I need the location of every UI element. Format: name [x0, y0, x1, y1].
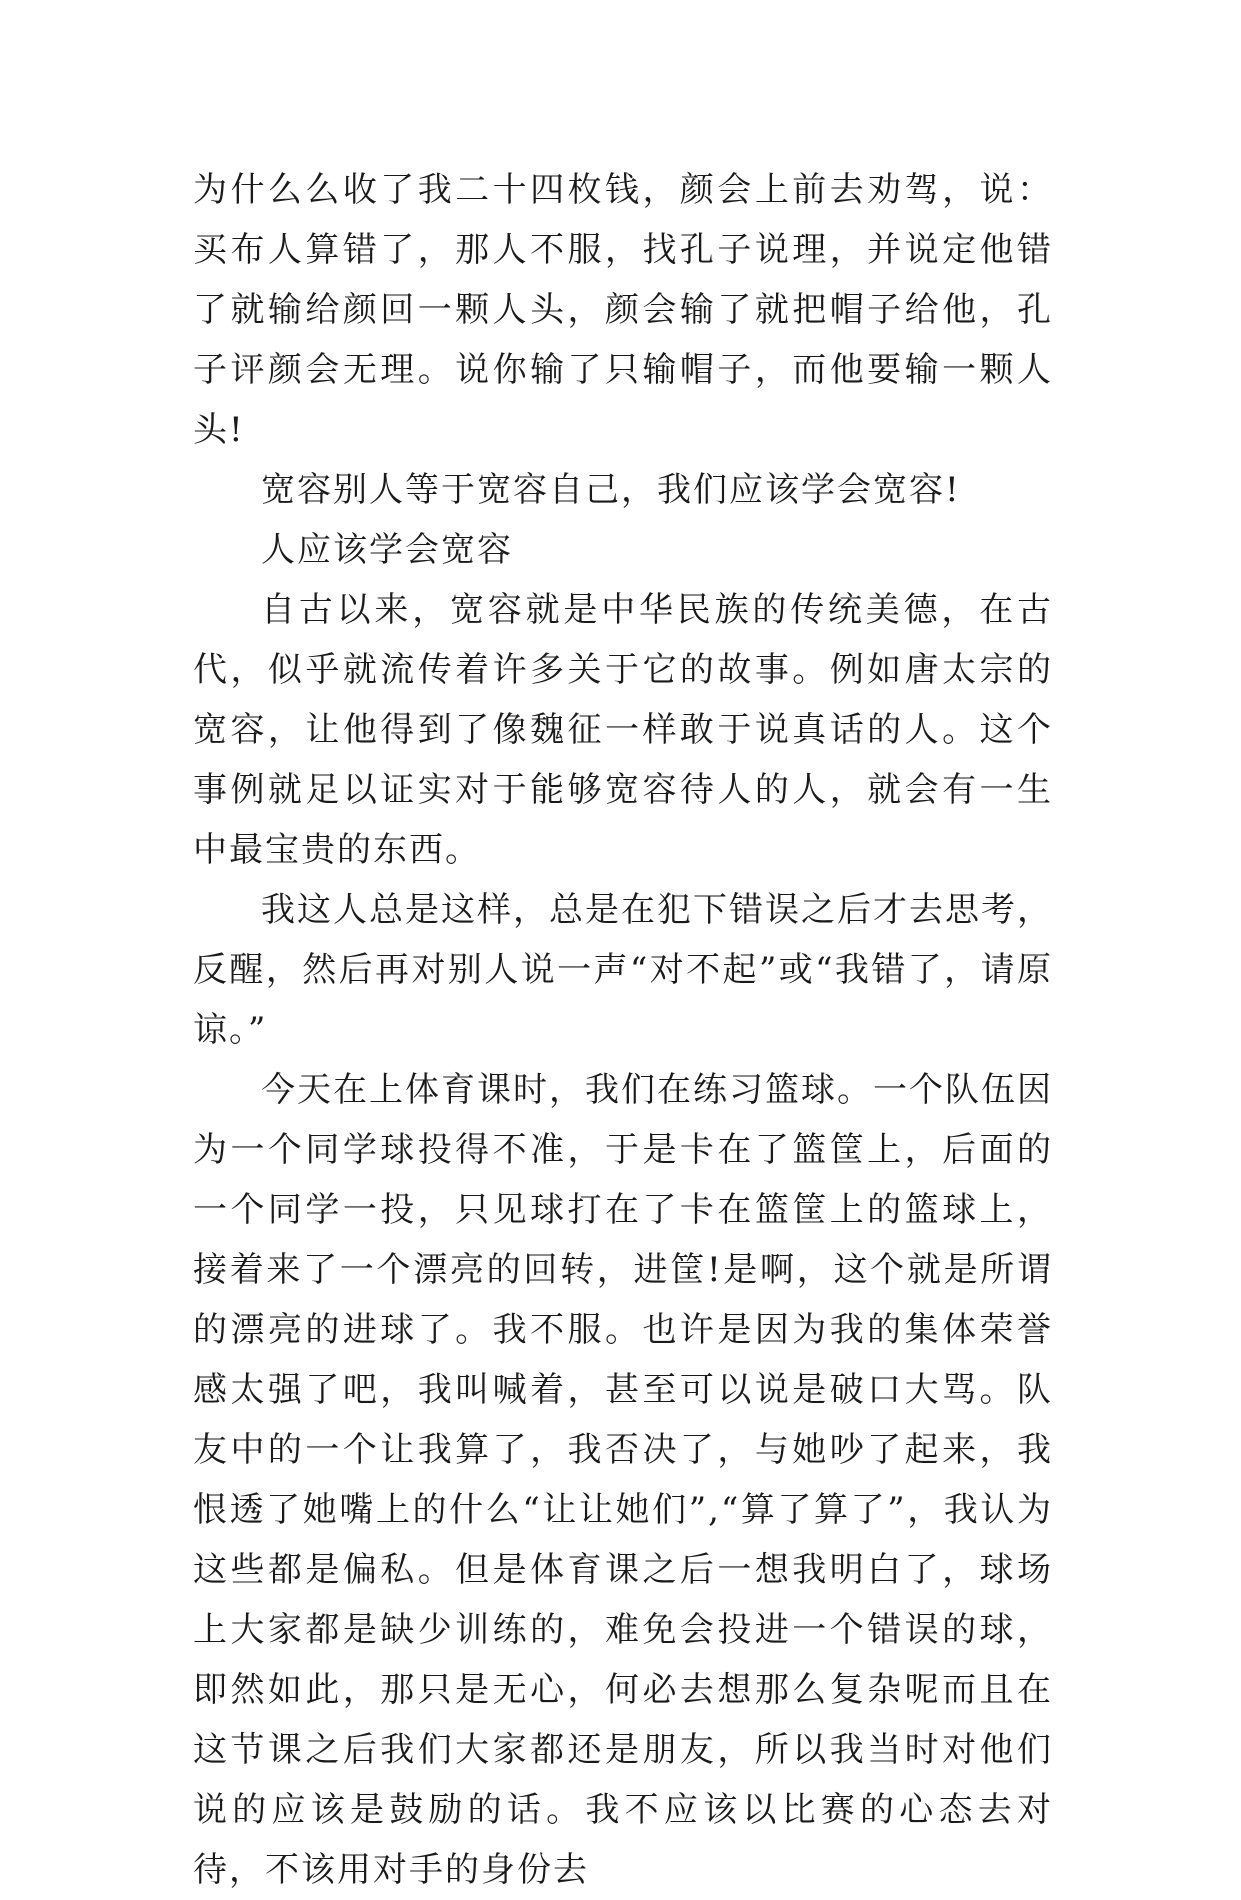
paragraph-4: 自古以来，宽容就是中华民族的传统美德，在古代，似乎就流传着许多关于它的故事。例如唐太宗的宽容，让他得到了像魏征一样敢于说真话的人。这个事例就足以证实对于能够宽容待人的人，就会有一生中最宝贵的东西。: [193, 590, 1053, 870]
paragraph-1: 为什么么收了我二十四枚钱，颜会上前去劝驾，说：买布人算错了，那人不服，找孔子说理，并说定他错了就输给颜回一颗人头，颜会输了就把帽子给他，孔子评颜会无理。说你输了只输帽子，而他要输一颗人头!: [193, 170, 1053, 450]
paragraph-6: 今天在上体育课时，我们在练习篮球。一个队伍因为一个同学球投得不准，于是卡在了篮筐上，后面的一个同学一投，只见球打在了卡在篮筐上的篮球上，接着来了一个漂亮的回转，进筐!是啊，这个就是所谓的漂亮的进球了。我不服。也许是因为我的集体荣誉感太强了吧，我叫喊着，甚至可以说是破口大骂。队友中的一个让我算了，我否决了，与她吵了起来，我恨透了她嘴上的什么“让让她们”,“算了算了”，我认为这些都是偏私。但是体育课之后一想我明白了，球场上大家都是缺少训练的，难免会投进一个错误的球，即然如此，那只是无心，何必去想那么复杂呢而且在这节课之后我们大家都还是朋友，所以我当时对他们说的应该是鼓励的话。我不应该以比赛的心态去对待，不该用对手的身份去: [193, 1070, 1053, 1890]
section-heading: 人应该学会宽容: [261, 530, 513, 570]
document-body: [193, 160, 1053, 1900]
paragraph-2: 宽容别人等于宽容自己，我们应该学会宽容!: [261, 470, 961, 510]
paragraph-5: 我这人总是这样，总是在犯下错误之后才去思考，反醒，然后再对别人说一声“对不起”或“我错了，请原谅。”: [193, 890, 1053, 1050]
